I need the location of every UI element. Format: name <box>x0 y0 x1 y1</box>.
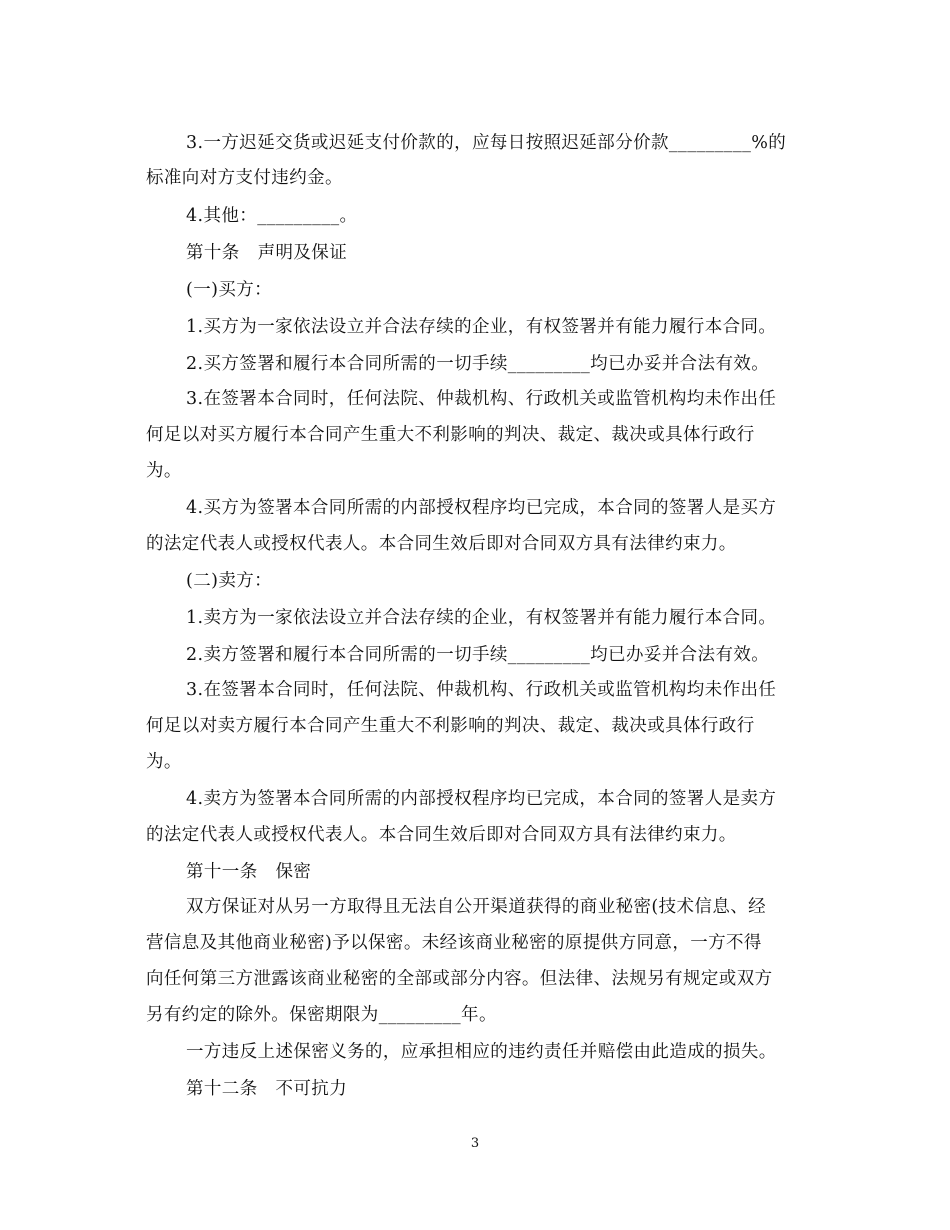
seller-item-4-line-2: 的法定代表人或授权代表人。本合同生效后即对合同双方具有法律约束力。 <box>146 825 737 845</box>
buyer-item-4-line-2: 的法定代表人或授权代表人。本合同生效后即对合同双方具有法律约束力。 <box>146 534 737 554</box>
confidentiality-para-line-3: 向任何第三方泄露该商业秘密的全部或部分内容。但法律、法规另有规定或双方 <box>146 969 773 989</box>
buyer-subheading: (一)买方： <box>186 280 273 300</box>
article-12-heading: 第十二条 不可抗力 <box>186 1079 348 1099</box>
buyer-item-2: 2.买方签署和履行本合同所需的一切手续_________均已办妥并合法有效。 <box>186 354 770 374</box>
seller-item-4-line-1: 4.卖方为签署本合同所需的内部授权程序均已完成，本合同的签署人是卖方 <box>186 789 777 809</box>
article-10-heading: 第十条 声明及保证 <box>186 243 348 263</box>
buyer-item-4-line-1: 4.买方为签署本合同所需的内部授权程序均已完成，本合同的签署人是买方 <box>186 498 777 518</box>
confidentiality-para-line-4: 另有约定的除外。保密期限为_________年。 <box>146 1005 497 1025</box>
seller-item-1: 1.卖方为一家依法设立并合法存续的企业，有权签署并有能力履行本合同。 <box>186 608 777 628</box>
seller-item-3-line-1: 3.在签署本合同时，任何法院、仲裁机构、行政机关或监管机构均未作出任 <box>186 680 777 700</box>
buyer-item-1: 1.买方为一家依法设立并合法存续的企业，有权签署并有能力履行本合同。 <box>186 317 777 337</box>
buyer-item-3-line-1: 3.在签署本合同时，任何法院、仲裁机构、行政机关或监管机构均未作出任 <box>186 389 777 409</box>
buyer-item-3-line-2: 何足以对买方履行本合同产生重大不利影响的判决、裁定、裁决或具体行政行 <box>146 425 755 445</box>
seller-item-3-line-3: 为。 <box>146 752 182 772</box>
seller-subheading: (二)卖方： <box>186 571 273 591</box>
buyer-item-3-line-3: 为。 <box>146 461 182 481</box>
confidentiality-breach-line: 一方违反上述保密义务的，应承担相应的违约责任并赔偿由此造成的损失。 <box>186 1042 777 1062</box>
seller-item-2: 2.卖方签署和履行本合同所需的一切手续_________均已办妥并合法有效。 <box>186 645 770 665</box>
confidentiality-para-line-2: 营信息及其他商业秘密)予以保密。未经该商业秘密的原提供方同意，一方不得 <box>146 933 762 953</box>
page-number: 3 <box>470 1136 480 1151</box>
clause-9-3-line-2: 标准向对方支付违约金。 <box>146 168 343 188</box>
confidentiality-para-line-1: 双方保证对从另一方取得且无法自公开渠道获得的商业秘密(技术信息、经 <box>186 897 767 917</box>
clause-9-3-line-1: 3.一方迟延交货或迟延支付价款的，应每日按照迟延部分价款_________%的 <box>186 133 787 153</box>
clause-9-4: 4.其他：_________。 <box>186 206 358 226</box>
article-11-heading: 第十一条 保密 <box>186 862 312 882</box>
seller-item-3-line-2: 何足以对卖方履行本合同产生重大不利影响的判决、裁定、裁决或具体行政行 <box>146 716 755 736</box>
